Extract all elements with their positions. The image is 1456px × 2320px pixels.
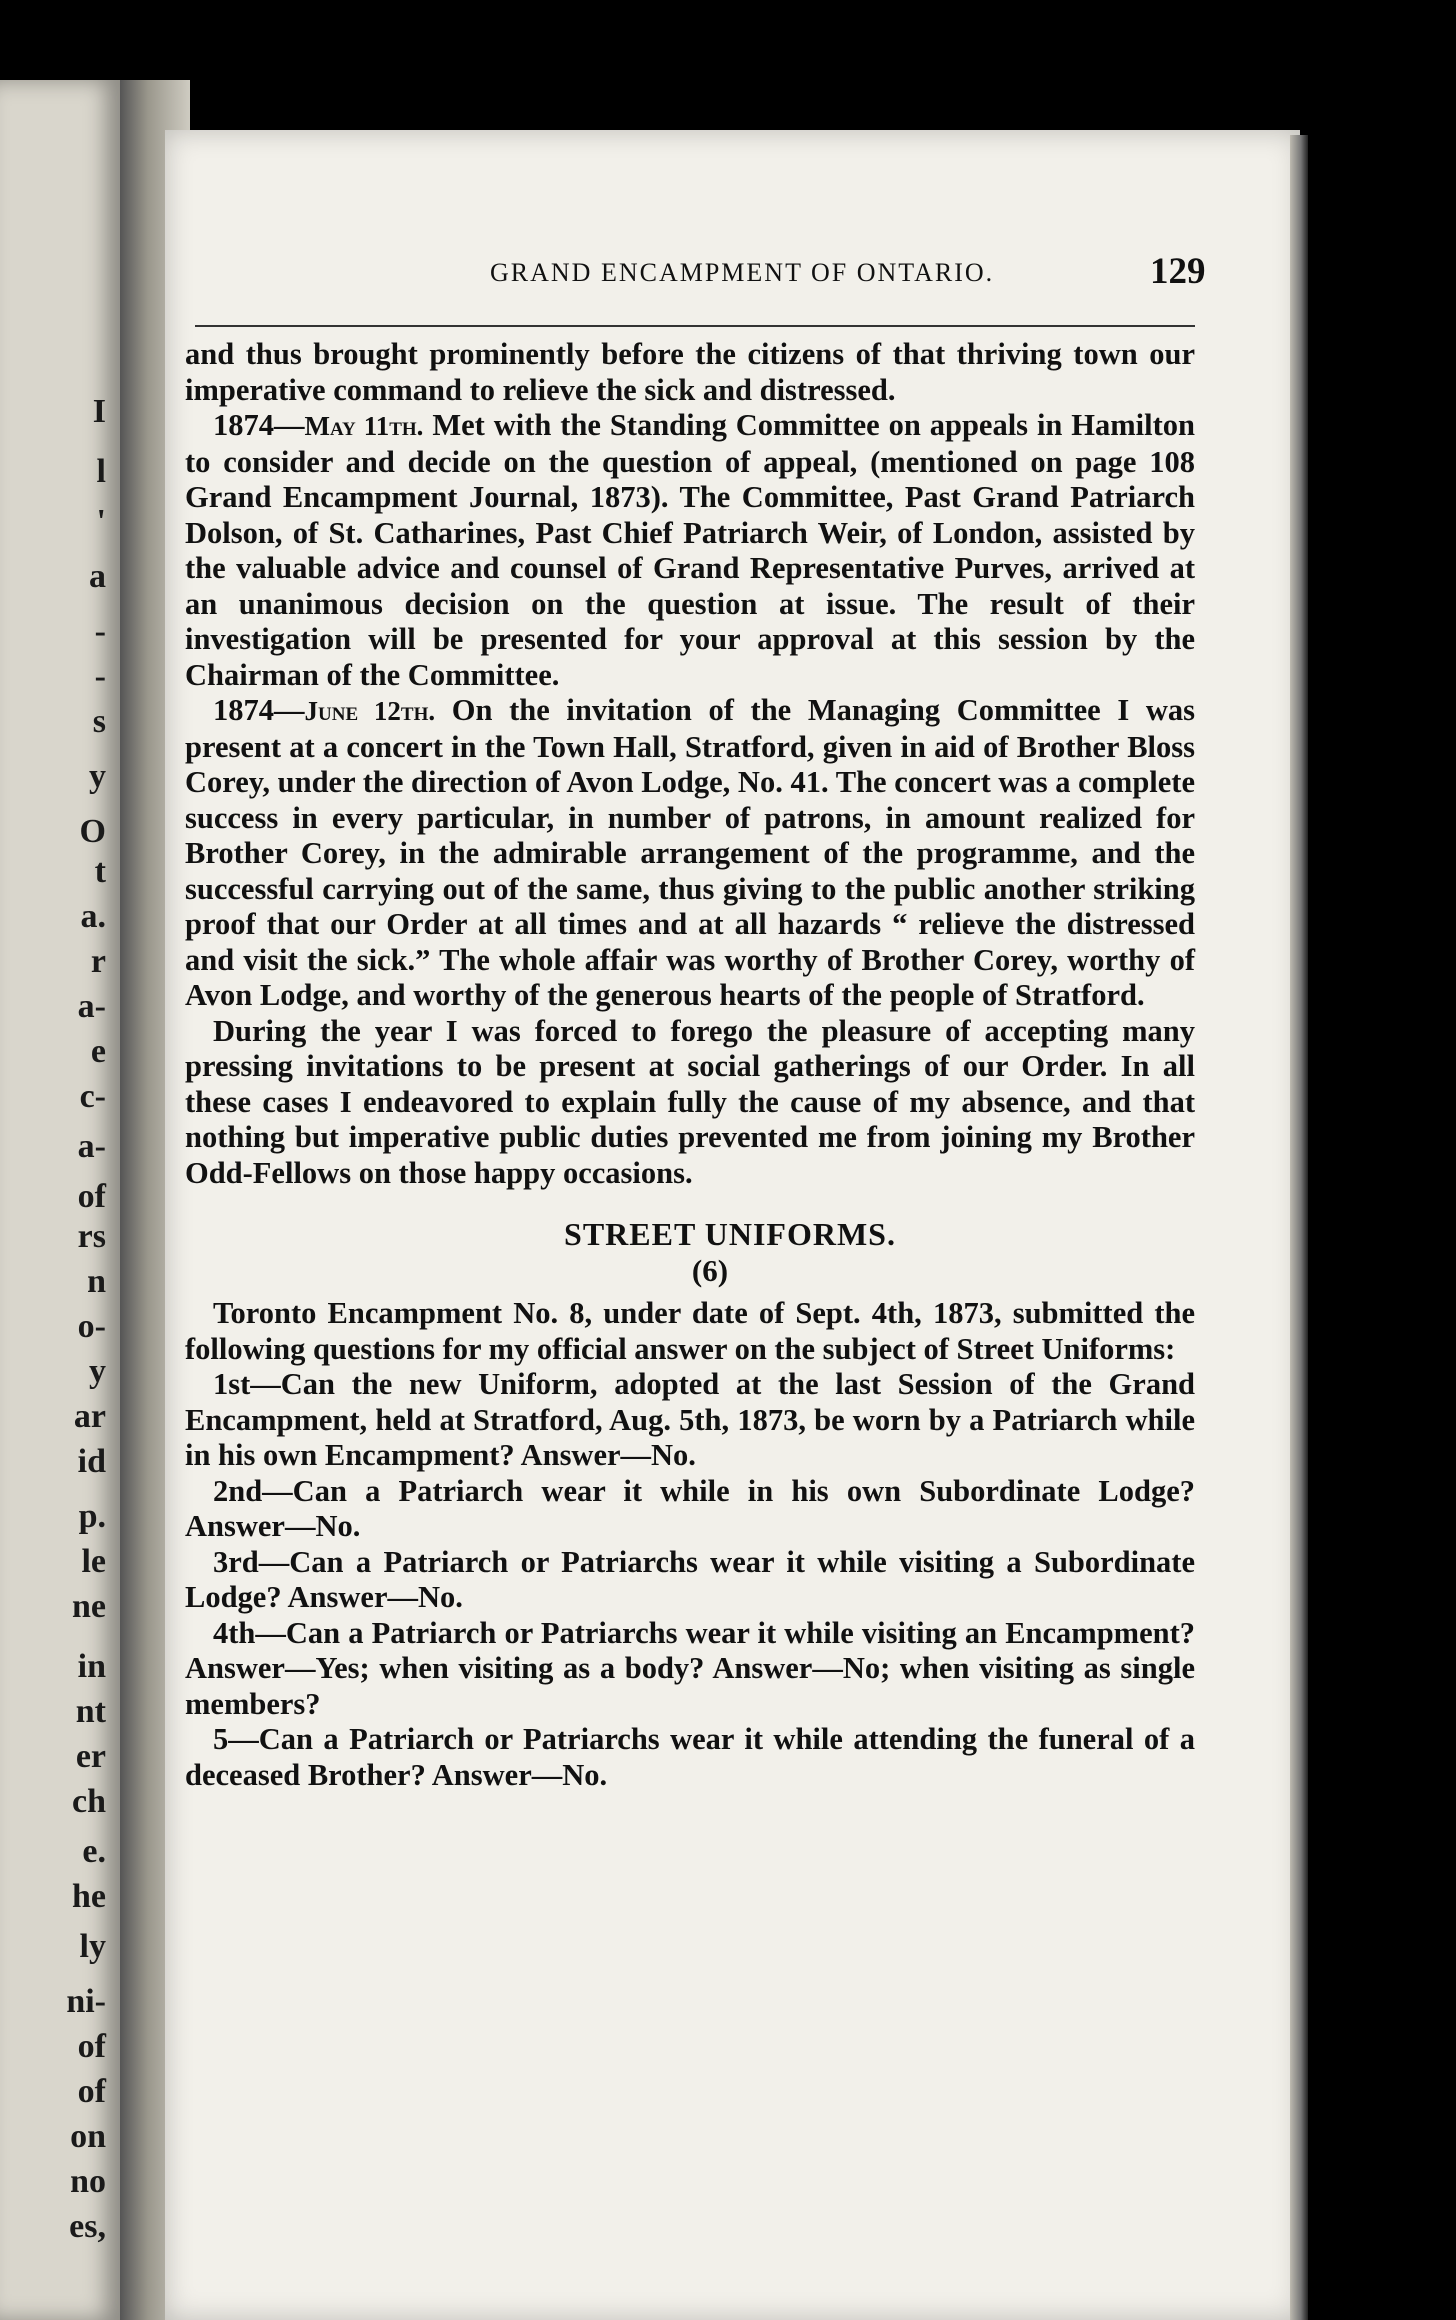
left-page-fragment: s [92, 703, 106, 740]
question-1: 1st—Can the new Uniform, adopted at the last Session of the Grand Encampment, held at Stratford, Aug. 5th, 1873, be worn by a Patriarch while in his own Encampment? Answer—No. [185, 1367, 1195, 1472]
left-page-fragment: ne [72, 1588, 106, 1625]
left-page-fragment: e [90, 1033, 106, 1070]
question-4: 4th—Can a Patriarch or Patriarchs wear it while visiting an Encampment? Answer—Yes; when visiting as a body? Answer—No; when visiting as single members? [185, 1615, 1195, 1721]
page-number: 129 [1150, 251, 1206, 292]
left-page-fragment: o- [77, 1308, 106, 1345]
left-page-fragment: O [79, 813, 106, 850]
left-page-fragment: of [77, 2073, 106, 2110]
left-page-fragment: in [77, 1648, 106, 1685]
running-head-title: GRAND ENCAMPMENT OF ONTARIO. [490, 258, 995, 287]
left-page-fragment: on [70, 2118, 106, 2155]
left-page-fragment: he [72, 1878, 106, 1915]
question-2: 2nd—Can a Patriarch wear it while in his own Subordinate Lodge? Answer—No. [185, 1473, 1195, 1543]
entry-date: May 11th. [304, 411, 424, 441]
left-page-fragment: of [77, 2028, 106, 2065]
left-page-fragment: id [77, 1443, 106, 1480]
left-page-fragment: - [94, 613, 106, 650]
left-page-fragment: a. [80, 898, 106, 935]
left-page-fragment: - [94, 658, 106, 695]
body-text [185, 337, 1195, 1793]
entry-year: 1874— [213, 408, 305, 442]
left-page-fragment: p. [78, 1498, 106, 1535]
left-facing-page [0, 80, 120, 2320]
left-page-fragment: a [89, 558, 106, 595]
left-page-fragment: ' [96, 503, 106, 540]
left-page-fragment: a- [77, 1128, 106, 1165]
left-page-fragment: es, [69, 2208, 106, 2245]
document-page [165, 130, 1300, 2320]
section-number: (6) [691, 1252, 729, 1288]
question-5: 5—Can a Patriarch or Patriarchs wear it while attending the funeral of a deceased Brother? Answer—No. [185, 1722, 1195, 1792]
left-page-fragment: ar [73, 1398, 106, 1435]
running-head [165, 251, 1300, 308]
entry-date: June 12th. [304, 696, 436, 726]
paragraph-may-11 [185, 408, 1195, 693]
entry-text: On the invitation of the Managing Committee I was present at a concert in the Town Hall, Stratford, given in aid of Brother Bloss Corey, under the direction of Avon Lodge, No. 41. The concert was a complete success in every particular, in number of patrons, in amount realized for Brother Corey, in the admirable arrangement of the programme, and the successful carrying out of the same, thus giving to the public another striking proof that our Order at all times and at all hazards “ relieve the distressed and visit the sick.” The whole affair was worthy of Brother Corey, worthy of Avon Lodge, and worthy of the generous hearts of the people of Stratford. [185, 693, 1195, 1012]
left-page-fragment: of [77, 1178, 106, 1215]
section-heading: STREET UNIFORMS. [564, 1216, 896, 1252]
left-page-fragment: a- [77, 988, 106, 1025]
paragraph-toronto: Toronto Encampment No. 8, under date of Sept. 4th, 1873, submitted the following questions for my official answer on the subject of Street Uniforms: [185, 1296, 1195, 1366]
left-page-fragment: c- [79, 1078, 106, 1115]
left-page-fragment: ni- [66, 1983, 106, 2020]
question-3: 3rd—Can a Patriarch or Patriarchs wear it while visiting a Subordinate Lodge? Answer—No. [185, 1544, 1195, 1614]
left-page-fragment: t [94, 853, 106, 890]
left-page-fragment: y [89, 1353, 106, 1390]
paragraph-june-12 [185, 693, 1195, 1014]
left-page-fragment: rs [77, 1218, 106, 1255]
left-page-fragment: nt [75, 1693, 106, 1730]
page-edge [1290, 135, 1308, 2320]
entry-text: Met with the Standing Committee on appeals in Hamilton to consider and decide on the question of appeal, (mentioned on page 108 Grand Encampment Journal, 1873). The Committee, Past Grand Patriarch Dolson, of St. Catharines, Past Chief Patriarch Weir, of London, assisted by the valuable advice and counsel of Grand Representative Purves, arrived at an unanimous decision on the question at issue. The result of their investigation will be presented for your approval at this session by the Chairman of the Committee. [185, 408, 1195, 692]
left-page-fragment: ly [79, 1928, 106, 1965]
left-page-fragment: I [92, 393, 106, 430]
left-page-fragment: ch [72, 1783, 106, 1820]
left-page-fragment: y [89, 758, 106, 795]
paragraph-invitations: During the year I was forced to forego the pleasure of accepting many pressing invitations to be present at social gatherings of our Order. In all these cases I endeavored to explain fully the cause of my absence, and that nothing but imperative public duties prevented me from joining my Brother Odd-Fellows on those happy occasions. [185, 1013, 1195, 1190]
paragraph-continuation: and thus brought prominently before the citizens of that thriving town our imperative command to relieve the sick and distressed. [185, 337, 1195, 407]
left-page-fragment: l [96, 453, 106, 490]
left-page-fragment: r [90, 943, 106, 980]
left-page-fragment: er [75, 1738, 106, 1775]
left-page-fragment: n [87, 1263, 106, 1300]
header-rule [195, 325, 1195, 327]
left-page-fragment: le [81, 1543, 106, 1580]
left-page-fragment: e. [82, 1833, 106, 1870]
entry-year: 1874— [213, 693, 305, 727]
left-page-fragment: no [70, 2163, 106, 2200]
